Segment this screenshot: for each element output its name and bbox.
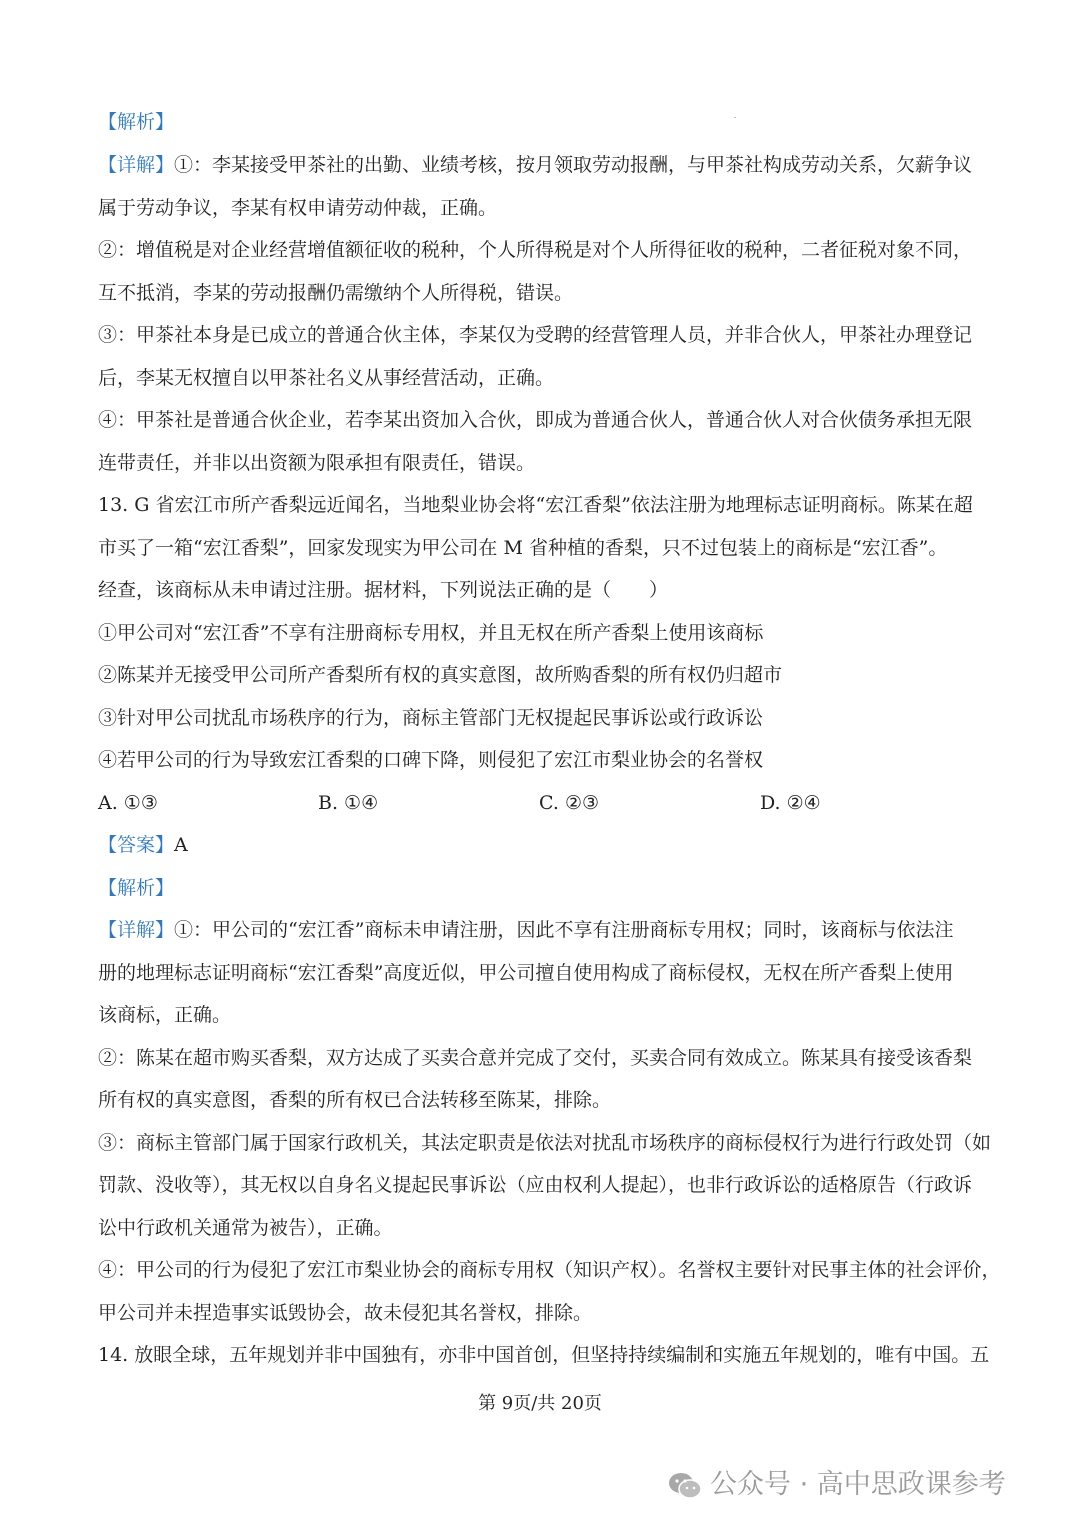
watermark-text: 公众号 · 高中思政课参考: [710, 1469, 1006, 1500]
detail-text: ①：甲公司的“宏江香”商标未申请注册，因此不享有注册商标专用权；同时，该商标与依法注: [174, 919, 954, 941]
detail-text: ②：陈某在超市购买香梨，双方达成了买卖合意并完成了交付，买卖合同有效成立。陈某具有接受该香梨: [98, 1047, 973, 1069]
detail-text: ②：增值税是对企业经营增值额征收的税种，个人所得税是对个人所得征收的税种，二者征税对象不同，: [98, 239, 973, 261]
wechat-icon: [668, 1471, 702, 1501]
detail-text: ③：甲茶社本身是已成立的普通合伙主体，李某仅为受聘的经营管理人员，并非合伙人，甲茶社办理登记: [98, 324, 973, 346]
detail-text: 连带责任，并非以出资额为限承担有限责任，错误。: [98, 452, 536, 474]
detail-text: 后，李某无权擅自以甲茶社名义从事经营活动，正确。: [98, 367, 555, 389]
question-13-item-2: ②陈某并无接受甲公司所产香梨所有权的真实意图，故所购香梨的所有权仍归超市: [98, 664, 783, 686]
option-c: C. ②③: [539, 792, 600, 814]
watermark: [668, 1465, 1068, 1505]
page-number: 第 9页/共 20页: [478, 1393, 602, 1414]
detail-text: 甲公司并未捏造事实诋毁协会，故未侵犯其名誉权，排除。: [98, 1302, 593, 1324]
detail-text: ④：甲公司的行为侵犯了宏江市梨业协会的商标专用权（知识产权）。名誉权主要针对民事主体的社会评价，: [98, 1259, 1001, 1281]
question-13-stem: 经查，该商标从未申请过注册。据材料，下列说法正确的是（ ）: [98, 579, 669, 601]
question-13-item-1: ①甲公司对“宏江香”不享有注册商标专用权，并且无权在所产香梨上使用该商标: [98, 622, 764, 644]
detail-paragraph: [98, 152, 988, 178]
answer-line: [98, 832, 988, 858]
option-a: A. ①③: [98, 792, 158, 814]
detail-text: 所有权的真实意图，香梨的所有权已合法转移至陈某，排除。: [98, 1089, 612, 1111]
question-13-item-4: ④若甲公司的行为导致宏江香梨的口碑下降，则侵犯了宏江市梨业协会的名誉权: [98, 749, 764, 771]
detail-text: ①：李某接受甲茶社的出勤、业绩考核，按月领取劳动报酬，与甲茶社构成劳动关系，欠薪争议: [174, 154, 973, 176]
detail-tag: 【详解】: [98, 154, 175, 176]
detail-text: 该商标，正确。: [98, 1004, 232, 1026]
analysis-tag: 【解析】: [98, 111, 175, 133]
detail-text: 册的地理标志证明商标“宏江香梨”高度近似，甲公司擅自使用构成了商标侵权，无权在所产香梨上使用: [98, 962, 954, 984]
answer-tag: 【答案】: [98, 834, 175, 856]
detail-paragraph: [98, 917, 988, 943]
option-b: B. ①④: [318, 792, 379, 814]
detail-tag: 【详解】: [98, 919, 175, 941]
detail-text: ③：商标主管部门属于国家行政机关，其法定职责是依法对扰乱市场秩序的商标侵权行为进行行政处罚（如: [98, 1132, 992, 1154]
option-d: D. ②④: [760, 792, 821, 814]
detail-text: ④：甲茶社是普通合伙企业，若李某出资加入合伙，即成为普通合伙人，普通合伙人对合伙债务承担无限: [98, 409, 973, 431]
detail-text: 罚款、没收等），其无权以自身名义提起民事诉讼（应由权利人提起），也非行政诉讼的适格原告（行政诉: [98, 1174, 973, 1196]
question-13-stem: 市买了一箱“宏江香梨”，回家发现实为甲公司在 M 省种植的香梨，只不过包装上的商标是“宏江香”。: [98, 537, 948, 559]
question-14-stem: 14. 放眼全球，五年规划并非中国独有，亦非中国首创，但坚持持续编制和实施五年规划的，唯有中国。五: [98, 1344, 990, 1366]
analysis-tag: 【解析】: [98, 877, 175, 899]
answer-value: A: [174, 834, 188, 856]
question-13-item-3: ③针对甲公司扰乱市场秩序的行为，商标主管部门无权提起民事诉讼或行政诉讼: [98, 707, 764, 729]
detail-text: 讼中行政机关通常为被告），正确。: [98, 1217, 393, 1239]
detail-text: 属于劳动争议，李某有权申请劳动仲裁，正确。: [98, 197, 498, 219]
detail-text: 互不抵消，李某的劳动报酬仍需缴纳个人所得税，错误。: [98, 282, 574, 304]
question-13-stem: 13. G 省宏江市所产香梨远近闻名，当地梨业协会将“宏江香梨”依法注册为地理标志证明商标。陈某在超: [98, 494, 973, 516]
